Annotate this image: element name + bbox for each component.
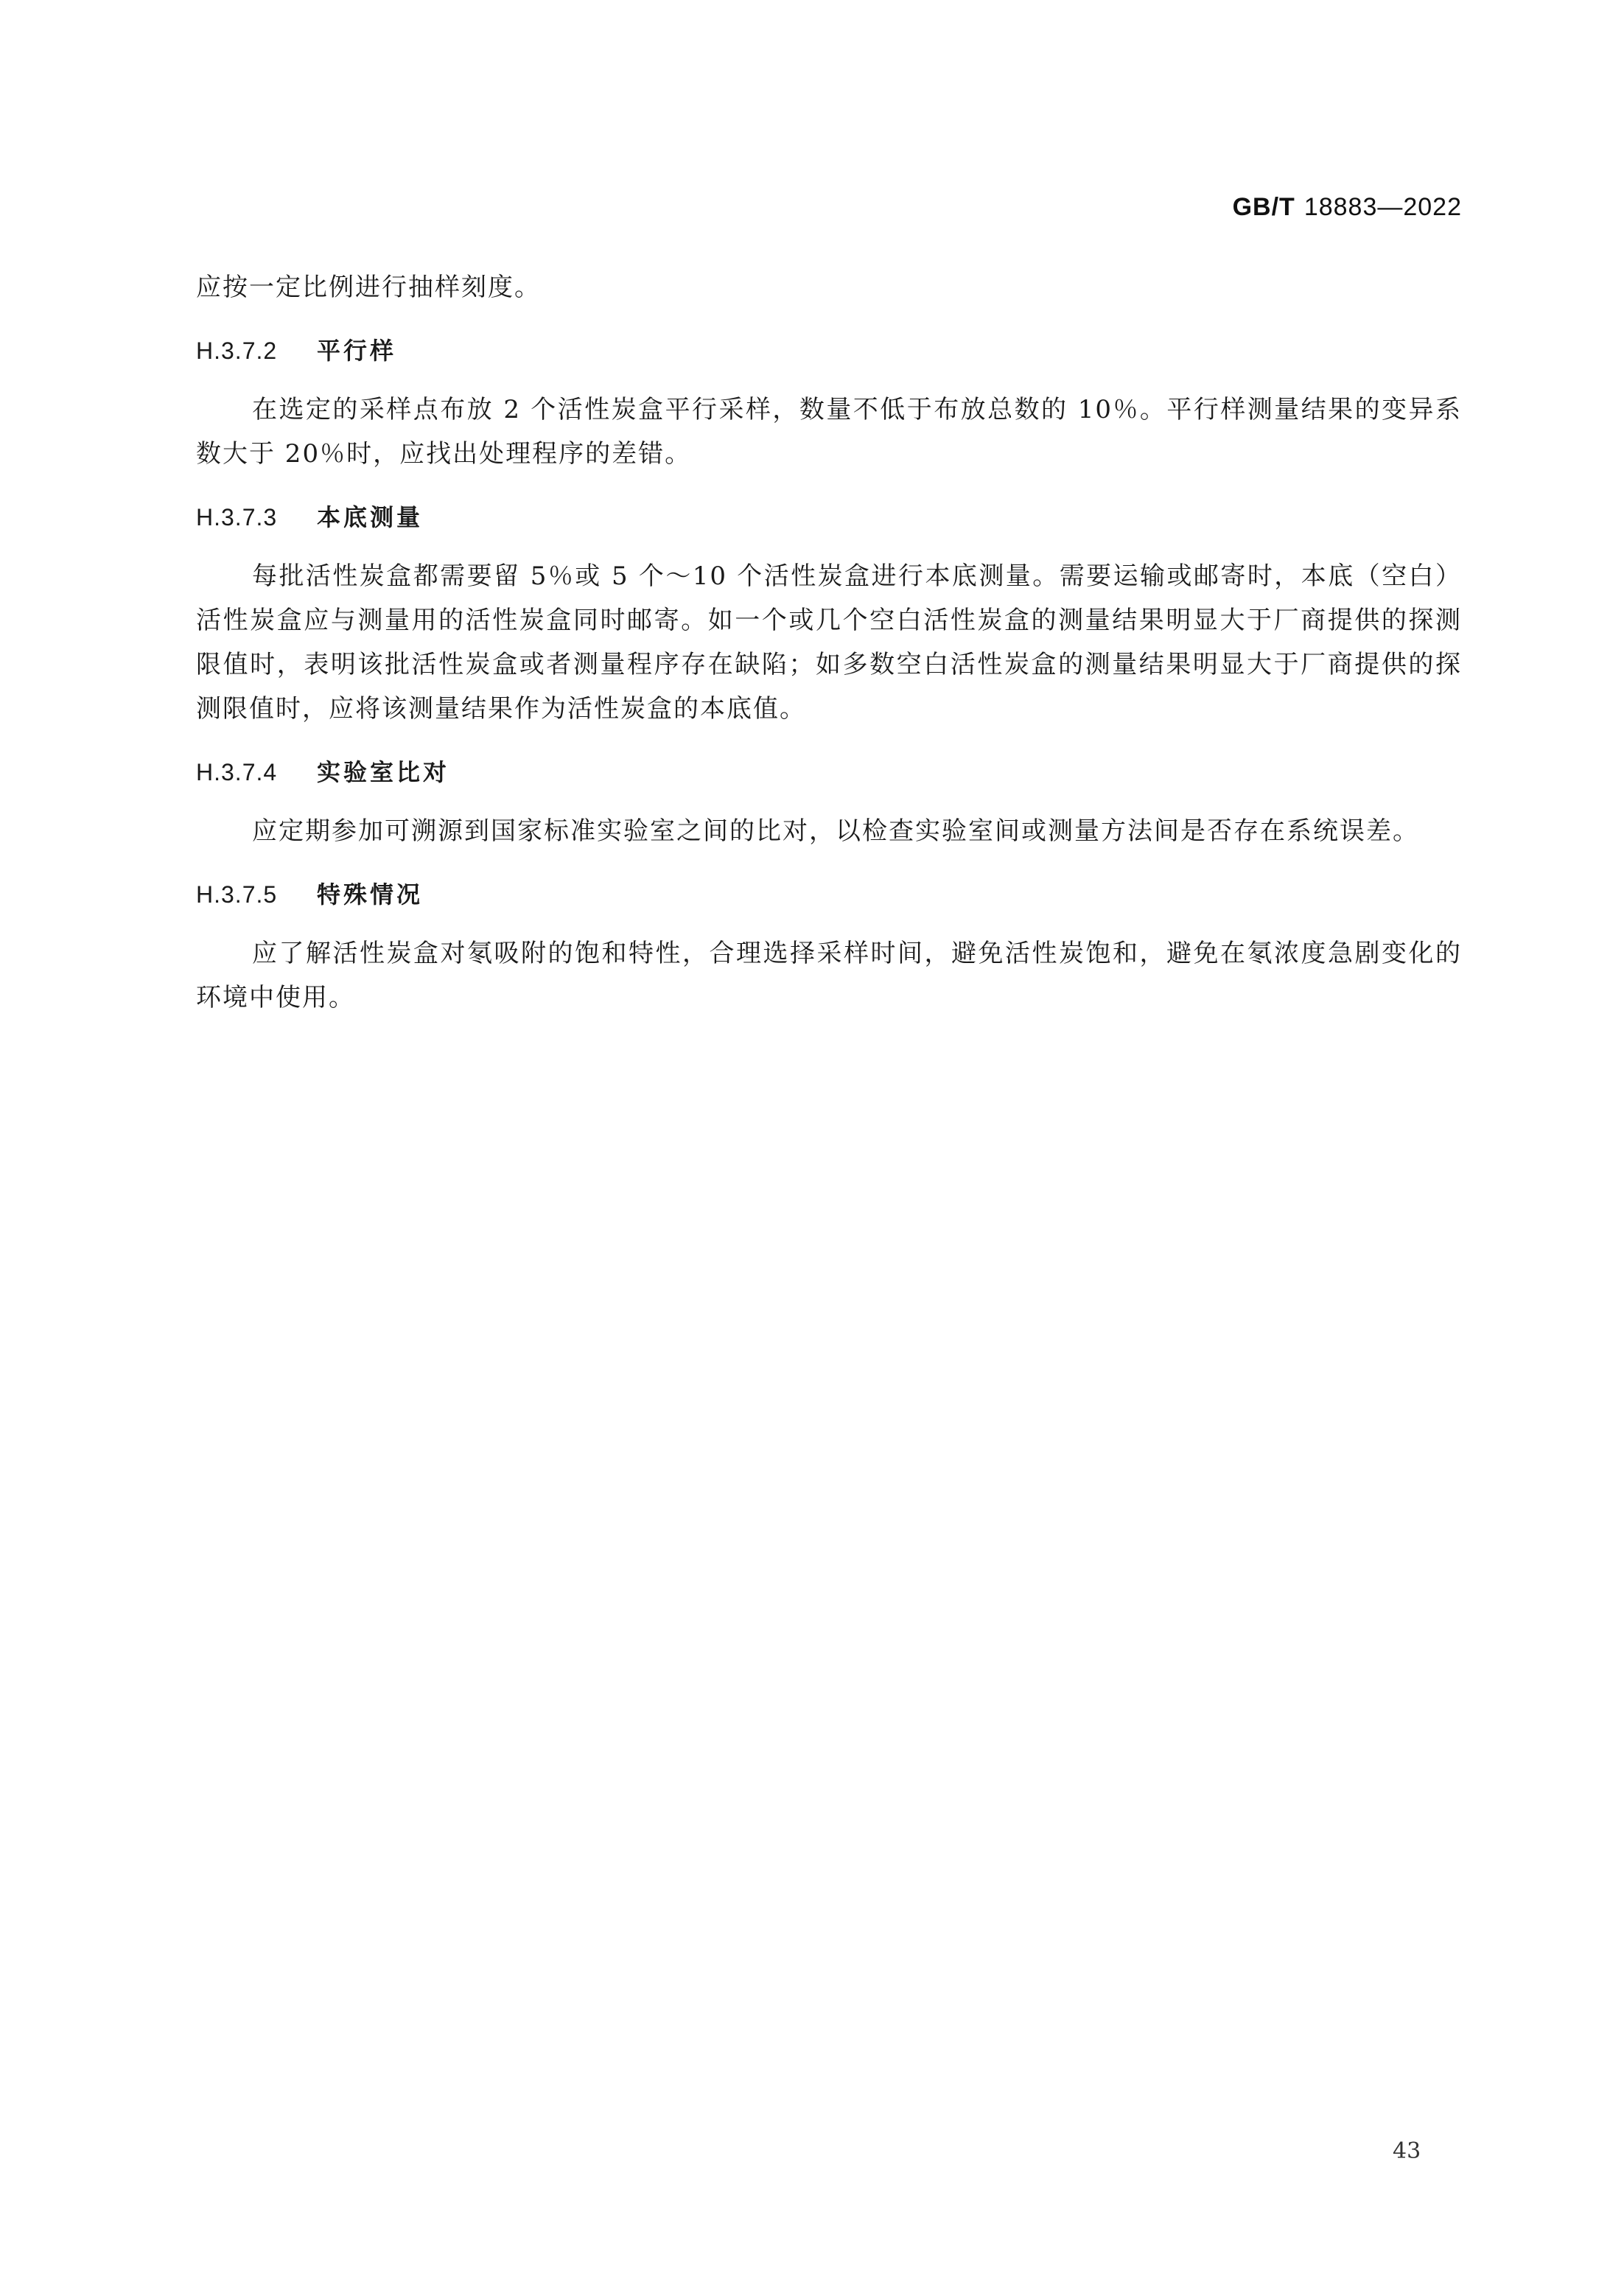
section-number: H.3.7.2 bbox=[196, 337, 278, 364]
section-paragraph: 在选定的采样点布放 2 个活性炭盒平行采样，数量不低于布放总数的 10％。平行样测量结果的变异系数大于 20％时，应找出处理程序的差错。 bbox=[196, 395, 1462, 469]
standard-prefix: GB/T bbox=[1232, 193, 1295, 221]
continuation-paragraph: 应按一定比例进行抽样刻度。 bbox=[196, 273, 541, 302]
section-heading-h372 bbox=[196, 336, 1462, 365]
section-paragraph: 应定期参加可溯源到国家标准实验室之间的比对，以检查实验室间或测量方法间是否存在系统误差。 bbox=[252, 816, 1419, 846]
section-heading-h375 bbox=[196, 880, 1462, 909]
section-title: 实验室比对 bbox=[317, 759, 450, 785]
section-title: 特殊情况 bbox=[317, 881, 424, 908]
section-heading-h373 bbox=[196, 503, 1462, 532]
standard-code bbox=[1233, 193, 1462, 222]
section-title: 本底测量 bbox=[317, 504, 424, 531]
section-heading-h374 bbox=[196, 757, 1462, 787]
section-number: H.3.7.4 bbox=[196, 759, 278, 785]
page-number: 43 bbox=[1393, 2138, 1421, 2164]
section-number: H.3.7.3 bbox=[196, 504, 278, 531]
section-paragraph: 每批活性炭盒都需要留 5％或 5 个～10 个活性炭盒进行本底测量。需要运输或邮寄时，本底（空白）活性炭盒应与测量用的活性炭盒同时邮寄。如一个或几个空白活性炭盒的测量结果明显大于厂商提供的探测限值时，表明该批活性炭盒或者测量程序存在缺陷；如多数空白活性炭盒的测量结果明显大于厂商提供的探测限值时，应将该测量结果作为活性炭盒的本底值。 bbox=[196, 561, 1462, 724]
section-title: 平行样 bbox=[317, 337, 397, 364]
section-paragraph: 应了解活性炭盒对氡吸附的饱和特性，合理选择采样时间，避免活性炭饱和，避免在氡浓度急剧变化的环境中使用。 bbox=[196, 939, 1462, 1012]
section-number: H.3.7.5 bbox=[196, 881, 278, 908]
standard-number: 18883—2022 bbox=[1303, 193, 1462, 221]
document-body bbox=[196, 265, 1462, 1020]
